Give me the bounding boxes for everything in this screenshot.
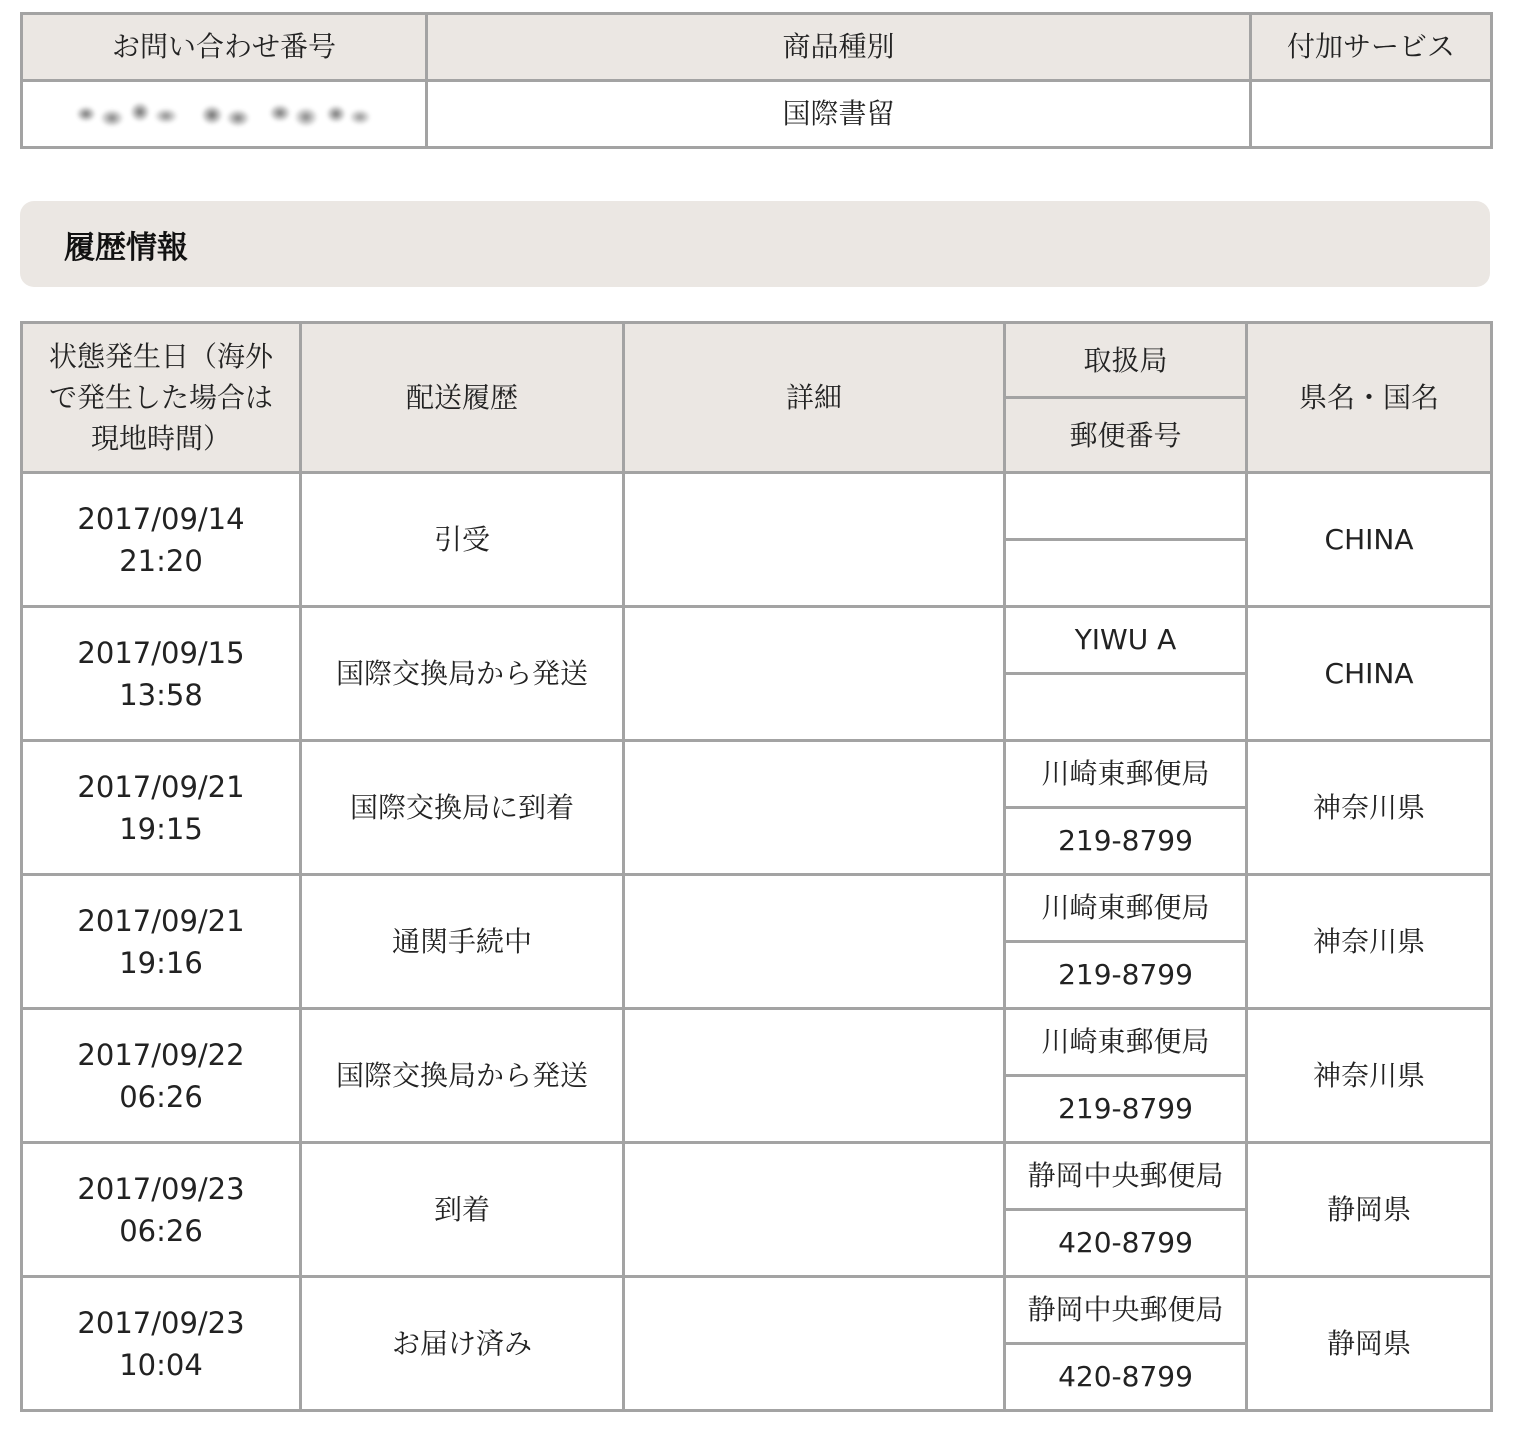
history-detail	[624, 1143, 1005, 1277]
history-status: 国際交換局から発送	[301, 607, 624, 741]
history-date-cell	[22, 875, 301, 1009]
history-detail	[624, 473, 1005, 607]
history-row	[22, 741, 1492, 808]
history-postal-code: 420-8799	[1005, 1344, 1247, 1411]
inquiry-number-cell	[22, 81, 427, 148]
history-date-cell	[22, 473, 301, 607]
history-office	[1005, 473, 1247, 540]
history-date-cell	[22, 1277, 301, 1411]
date-header-label: 状態発生日（海外で発生した場合は現地時間）	[48, 340, 273, 455]
history-region: 静岡県	[1247, 1143, 1492, 1277]
history-postal-code: 219-8799	[1005, 808, 1247, 875]
history-row	[22, 875, 1492, 942]
postal-code-header: 郵便番号	[1005, 398, 1247, 473]
history-row	[22, 1009, 1492, 1076]
history-body	[22, 473, 1492, 1411]
region-header: 県名・国名	[1247, 323, 1492, 473]
summary-data-row	[22, 81, 1492, 148]
history-office: 川崎東郵便局	[1005, 875, 1247, 942]
history-region: CHINA	[1247, 607, 1492, 741]
history-office: 川崎東郵便局	[1005, 1009, 1247, 1076]
history-postal-code: 219-8799	[1005, 1076, 1247, 1143]
history-header-row	[22, 323, 1492, 398]
history-date-cell	[22, 1009, 301, 1143]
history-date: 2017/09/23	[77, 1305, 245, 1340]
history-row	[22, 607, 1492, 674]
history-section-header	[20, 201, 1490, 287]
history-time: 19:15	[119, 811, 203, 846]
history-row	[22, 1277, 1492, 1344]
history-row	[22, 1143, 1492, 1210]
history-detail	[624, 741, 1005, 875]
history-postal-code	[1005, 540, 1247, 607]
history-region: CHINA	[1247, 473, 1492, 607]
history-time: 13:58	[119, 677, 203, 712]
history-table	[20, 321, 1493, 1412]
status-header: 配送履歴	[301, 323, 624, 473]
history-postal-code: 420-8799	[1005, 1210, 1247, 1277]
history-status: 引受	[301, 473, 624, 607]
history-region: 神奈川県	[1247, 741, 1492, 875]
history-row	[22, 473, 1492, 540]
history-date: 2017/09/21	[77, 769, 245, 804]
detail-header: 詳細	[624, 323, 1005, 473]
history-office: YIWU A	[1005, 607, 1247, 674]
history-date: 2017/09/14	[77, 501, 245, 536]
item-type-cell: 国際書留	[427, 81, 1251, 148]
history-date: 2017/09/21	[77, 903, 245, 938]
history-time: 06:26	[119, 1213, 203, 1248]
history-region: 神奈川県	[1247, 875, 1492, 1009]
history-date: 2017/09/22	[77, 1037, 245, 1072]
item-type-header: 商品種別	[427, 14, 1251, 81]
history-detail	[624, 607, 1005, 741]
history-detail	[624, 1009, 1005, 1143]
additional-service-header: 付加サービス	[1251, 14, 1492, 81]
history-postal-code	[1005, 674, 1247, 741]
history-date: 2017/09/15	[77, 635, 245, 670]
date-header	[22, 323, 301, 473]
history-detail	[624, 875, 1005, 1009]
history-region: 神奈川県	[1247, 1009, 1492, 1143]
history-date-cell	[22, 1143, 301, 1277]
history-time: 10:04	[119, 1347, 203, 1382]
history-time: 19:16	[119, 945, 203, 980]
history-office: 静岡中央郵便局	[1005, 1143, 1247, 1210]
history-office: 川崎東郵便局	[1005, 741, 1247, 808]
history-time: 06:26	[119, 1079, 203, 1114]
office-header: 取扱局	[1005, 323, 1247, 398]
summary-table	[20, 12, 1493, 149]
history-detail	[624, 1277, 1005, 1411]
history-status: お届け済み	[301, 1277, 624, 1411]
history-date-cell	[22, 741, 301, 875]
history-date-cell	[22, 607, 301, 741]
history-postal-code: 219-8799	[1005, 942, 1247, 1009]
history-date: 2017/09/23	[77, 1171, 245, 1206]
history-status: 国際交換局から発送	[301, 1009, 624, 1143]
summary-header-row	[22, 14, 1492, 81]
additional-service-cell	[1251, 81, 1492, 148]
history-status: 通関手続中	[301, 875, 624, 1009]
history-status: 到着	[301, 1143, 624, 1277]
redacted-inquiry-number	[74, 98, 374, 132]
history-office: 静岡中央郵便局	[1005, 1277, 1247, 1344]
history-time: 21:20	[119, 543, 203, 578]
history-section-title: 履歴情報	[64, 229, 188, 266]
history-status: 国際交換局に到着	[301, 741, 624, 875]
history-region: 静岡県	[1247, 1277, 1492, 1411]
inquiry-number-header: お問い合わせ番号	[22, 14, 427, 81]
